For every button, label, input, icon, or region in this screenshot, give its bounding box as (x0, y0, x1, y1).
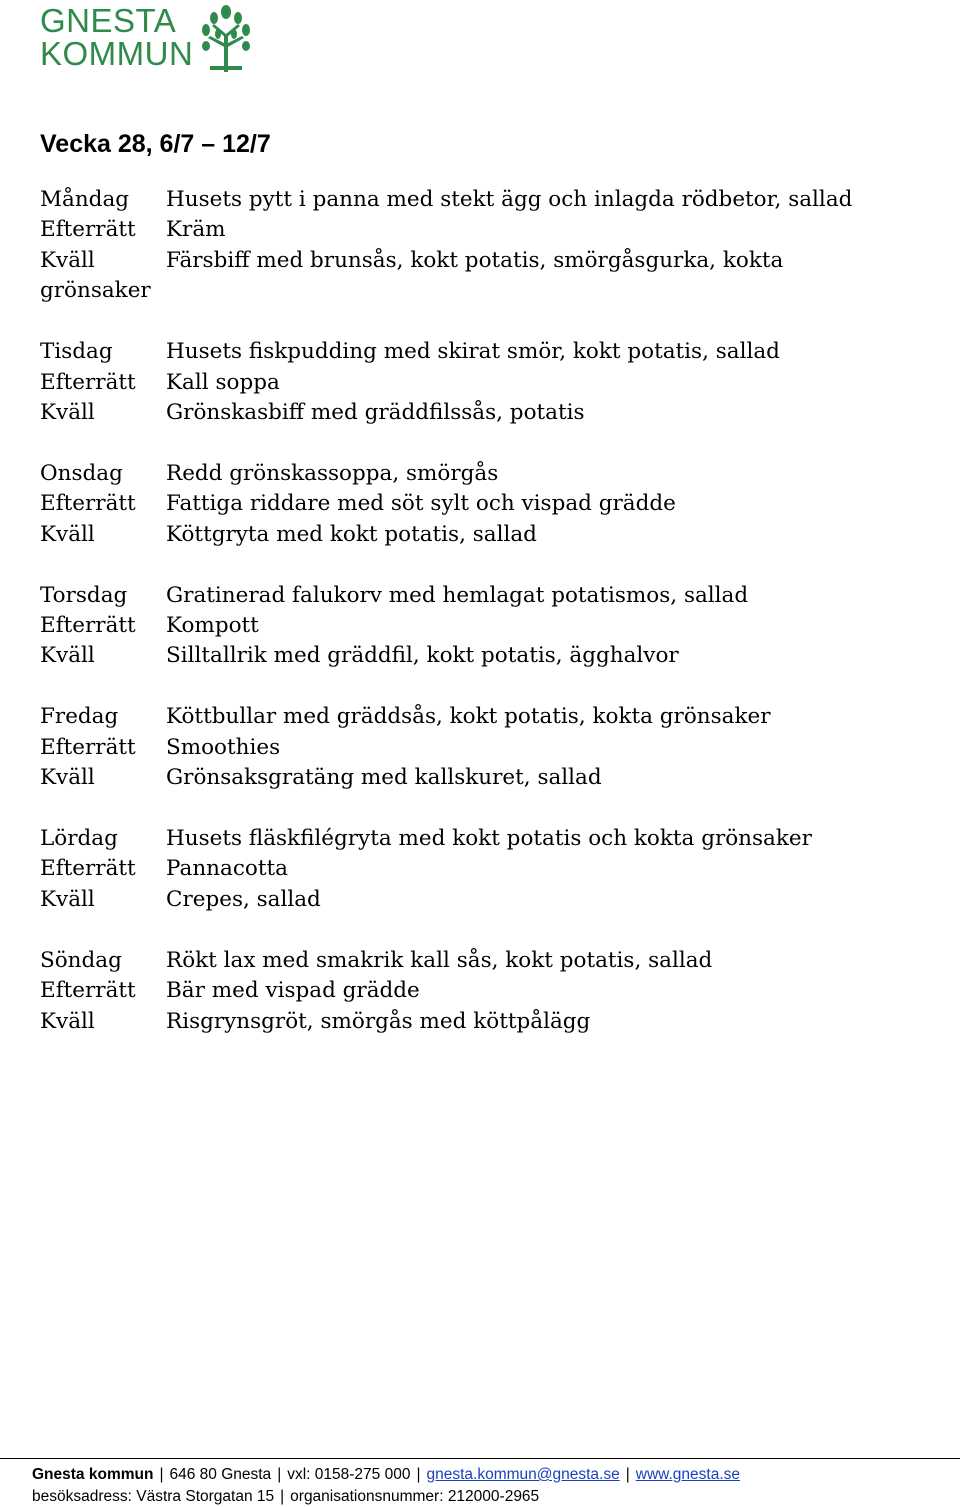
evening-row (40, 641, 940, 671)
dessert-dish: Kall soppa (166, 369, 280, 395)
lunch-dish: Köttbullar med gräddsås, kokt potatis, kokta grönsaker (166, 704, 771, 730)
evening-label: Kväll (40, 521, 95, 547)
footer-email-link[interactable]: gnesta.kommun@gnesta.se (426, 1466, 620, 1483)
dessert-dish: Fattiga riddare med söt sylt och vispad grädde (166, 491, 676, 517)
evening-dish: Färsbiff med brunsås, kokt potatis, smörgåsgurka, kokta grönsaker (40, 247, 784, 304)
dessert-dish: Kräm (166, 217, 226, 243)
dessert-label: Efterrätt (40, 369, 136, 395)
dessert-label: Efterrätt (40, 491, 136, 517)
lunch-row (40, 185, 940, 215)
day-block-monday (40, 185, 940, 307)
lunch-dish: Husets fiskpudding med skirat smör, kokt potatis, sallad (166, 339, 780, 365)
day-name: Torsdag (40, 582, 128, 608)
footer-web-link[interactable]: www.gnesta.se (635, 1466, 740, 1483)
day-name: Fredag (40, 704, 119, 730)
evening-label: Kväll (40, 399, 95, 425)
dessert-row (40, 854, 940, 884)
footer-line-2 (32, 1487, 539, 1507)
lunch-dish: Rökt lax med smakrik kall sås, kokt potatis, sallad (166, 947, 713, 973)
dessert-row (40, 976, 940, 1006)
dessert-row (40, 215, 940, 245)
day-block-friday (40, 702, 940, 793)
dessert-dish: Bär med vispad grädde (166, 978, 420, 1004)
dessert-dish: Kompott (166, 612, 259, 638)
evening-row (40, 520, 940, 550)
lunch-row (40, 581, 940, 611)
evening-label: Kväll (40, 886, 95, 912)
footer-separator: | (625, 1466, 630, 1483)
dessert-dish: Smoothies (166, 734, 281, 760)
page-footer (0, 1458, 960, 1505)
logo-line-1: GNESTA (40, 2, 177, 39)
lunch-row (40, 702, 940, 732)
logo-wordmark (40, 4, 193, 70)
lunch-dish: Husets pytt i panna med stekt ägg och inlagda rödbetor, sallad (166, 187, 853, 212)
logo-line-2: KOMMUN (40, 35, 194, 72)
dessert-row (40, 368, 940, 398)
evening-dish: Grönsaksgratäng med kallskuret, sallad (166, 765, 602, 791)
footer-separator: | (277, 1466, 282, 1483)
weekly-menu (40, 185, 940, 1067)
footer-line-1 (32, 1465, 740, 1485)
evening-label: Kväll (40, 643, 95, 669)
day-block-sunday (40, 946, 940, 1037)
day-name: Onsdag (40, 460, 123, 486)
footer-visit-address: besöksadress: Västra Storgatan 15 (32, 1488, 275, 1505)
dessert-label: Efterrätt (40, 612, 136, 638)
evening-dish: Risgrynsgröt, smörgås med köttpålägg (166, 1008, 591, 1034)
lunch-dish: Redd grönskassoppa, smörgås (166, 460, 499, 486)
lunch-row (40, 459, 940, 489)
evening-dish: Köttgryta med kokt potatis, sallad (166, 521, 537, 547)
evening-label: Kväll (40, 765, 95, 791)
evening-row (40, 398, 940, 428)
footer-phone: vxl: 0158-275 000 (287, 1466, 411, 1483)
dessert-row (40, 611, 940, 641)
day-name: Tisdag (40, 339, 113, 365)
lunch-row (40, 337, 940, 367)
day-block-saturday (40, 824, 940, 915)
evening-label: Kväll (40, 1008, 95, 1034)
lunch-dish: Husets fläskfilégryta med kokt potatis och kokta grönsaker (166, 826, 812, 851)
day-block-wednesday (40, 459, 940, 550)
lunch-dish: Gratinerad falukorv med hemlagat potatismos, sallad (166, 582, 749, 608)
evening-row (40, 246, 830, 307)
lunch-row (40, 946, 940, 976)
tree-emblem-icon (200, 4, 252, 74)
footer-postal: 646 80 Gnesta (169, 1466, 272, 1483)
footer-separator: | (416, 1466, 421, 1483)
day-name: Söndag (40, 947, 122, 973)
day-block-thursday (40, 581, 940, 672)
evening-row (40, 885, 940, 915)
lunch-row (40, 824, 940, 854)
footer-separator: | (159, 1466, 164, 1483)
dessert-label: Efterrätt (40, 217, 136, 243)
evening-label: Kväll (40, 247, 95, 273)
dessert-row (40, 733, 940, 763)
evening-row (40, 1007, 940, 1037)
page-title: Vecka 28, 6/7 – 12/7 (40, 130, 271, 158)
dessert-label: Efterrätt (40, 978, 136, 1004)
evening-dish: Grönskasbiff med gräddfilssås, potatis (166, 399, 585, 425)
dessert-row (40, 489, 940, 519)
evening-row (40, 763, 940, 793)
footer-org: Gnesta kommun (32, 1466, 154, 1483)
day-name: Lördag (40, 826, 118, 851)
evening-dish: Silltallrik med gräddfil, kokt potatis, ägghalvor (166, 643, 679, 669)
day-block-tuesday (40, 337, 940, 428)
evening-dish: Crepes, sallad (166, 886, 321, 912)
dessert-label: Efterrätt (40, 734, 136, 760)
day-name: Måndag (40, 187, 130, 212)
footer-separator: | (280, 1488, 285, 1505)
dessert-label: Efterrätt (40, 856, 136, 882)
dessert-dish: Pannacotta (166, 856, 288, 882)
footer-org-number: organisationsnummer: 212000-2965 (290, 1488, 540, 1505)
